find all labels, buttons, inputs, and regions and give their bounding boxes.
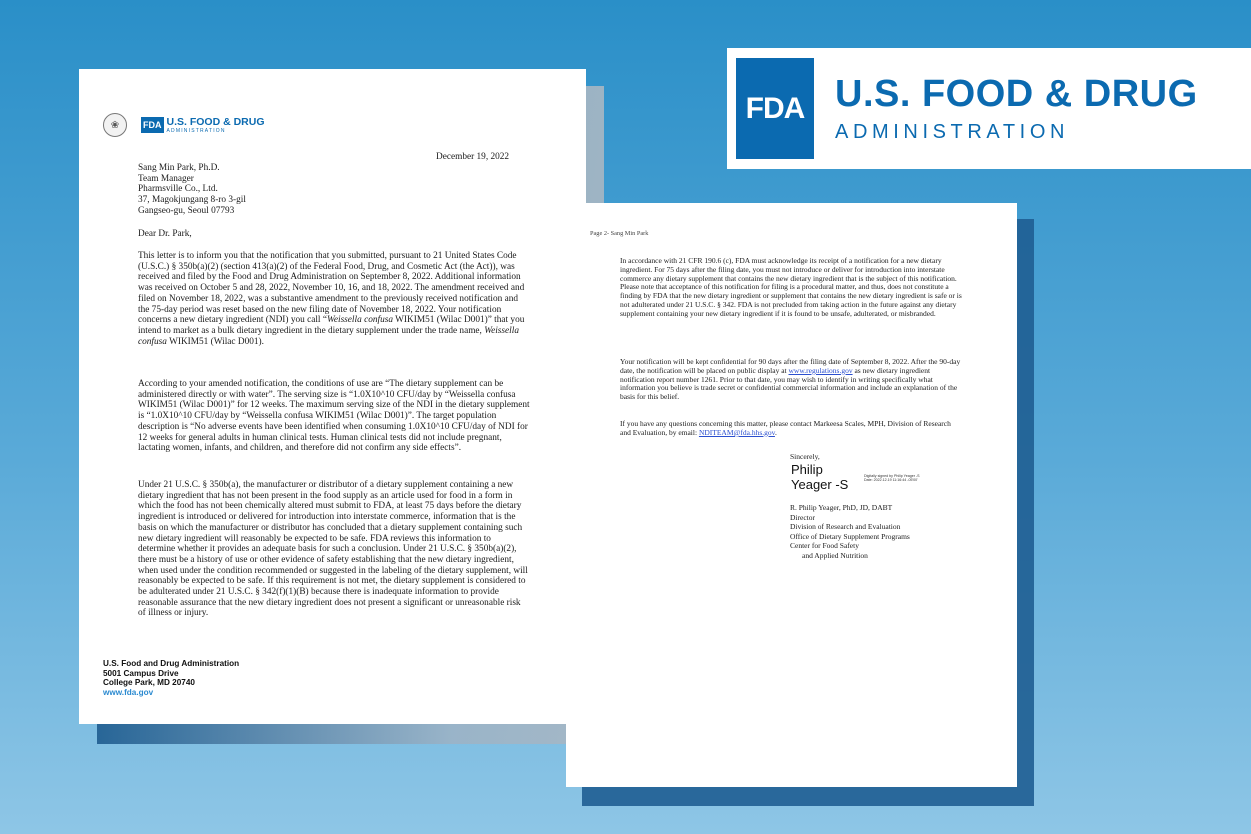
paragraph-text: WIKIM51 (Wilac D001). (166, 336, 264, 347)
running-head: Page 2- Sang Min Park (590, 230, 649, 237)
paragraph-1 (138, 251, 530, 347)
signer-center-cont: and Applied Nutrition (802, 550, 868, 560)
fda-letterhead-logo (141, 117, 265, 134)
footer-street: 5001 Campus Drive (103, 668, 179, 678)
species-name: Weissella confusa (138, 325, 519, 347)
email-link[interactable]: NDITEAM@fda.hhs.gov (698, 427, 775, 437)
footer-org: U.S. Food and Drug Administration (103, 659, 240, 668)
paragraph-text: Your notification will be kept confidential for 90 days after the filing date of September 8, 2022. After the 90-day date, the notification will be placed on public display at (620, 357, 961, 375)
footer-city: College Park, MD 20740 (103, 678, 195, 688)
page2-paragraph-2 (620, 358, 963, 402)
regulations-link[interactable]: www.regulations.gov (788, 365, 853, 375)
paragraph-text: as new dietary ingredient notification report number 1261. Prior to that date, you may wish to identify in writing specifically what information you believe is trade secret or confidential commercial information and include an explanation of the basis for this belief. (620, 365, 958, 402)
address-line: Pharmsville Co., Ltd. (138, 184, 218, 195)
brand-subtitle: ADMINISTRATION (835, 120, 1070, 143)
page2-paragraph-3 (620, 420, 963, 438)
recipient-address (138, 163, 246, 217)
brand-title: U.S. FOOD & DRUG (835, 72, 1198, 115)
signer-center: Center for Food Safety (790, 541, 859, 551)
address-line: Team Manager (138, 173, 194, 184)
signature-first: Philip (791, 462, 823, 477)
paragraph-text: WIKIM51 (Wilac D001)” that you intend to market as a bulk dietary ingredient in the dietary supplement under the trade name, (138, 315, 525, 336)
fda-logo-banner (727, 48, 1251, 169)
digital-signature-details (864, 474, 920, 482)
hhs-seal-icon: ❀ (103, 113, 127, 137)
species-name: Weissella confusa (326, 315, 393, 326)
letter-footer (103, 659, 239, 697)
footer-website-link[interactable]: www.fda.gov (103, 687, 154, 697)
paragraph-text: This letter is to inform you that the notification that you submitted, pursuant to 21 United States Code (U.S.C.) § 350b(a)(2) (section 413(a)(2) of the Federal Food, Drug, and Cosmetic Act (the Act)), was received and filed by the Food and Drug Administration on September 8, 2022. Additional information was received on October 5 and 28, 2022, November 10, 16, and 18, 2022. The amendment received and filed on November 18, 2022, was a substantive amendment to the previously received notification and the 75-day period was reset based on the new filing date of November 18, 2022. Your notification concerns a new dietary ingredient (NDI) you call “ (138, 251, 525, 326)
digital-signature-date: Date: 2022.12.19 11:16:44 -05'00' (864, 478, 918, 483)
address-line: Sang Min Park, Ph.D. (138, 163, 220, 173)
letter-date: December 19, 2022 (436, 152, 510, 162)
salutation: Dear Dr. Park, (138, 229, 192, 239)
fda-mark-small: FDA (141, 117, 164, 133)
address-line: 37, Magokjungang 8-ro 3-gil (138, 195, 246, 206)
signer-division: Division of Research and Evaluation (790, 522, 901, 532)
page2-paragraph-1: In accordance with 21 CFR 190.6 (c), FDA must acknowledge its receipt of a notification for a new dietary ingredient. For 75 days after the filing date, you must not introduce or deliver for introduction into interstate commerce any dietary supplement that contains the new dietary ingredient that is the subject of this notification. Please note that acceptance of this notification for filing is a procedural matter, and thus, does not constitute a finding by FDA that the new dietary ingredient or supplement that contains the new dietary ingredient is safe or is not adulterated under 21 U.S.C. § 342. FDA is not precluded from taking action in the future against any dietary supplement containing your new dietary ingredient if it is found to be unsafe, adulterated, or misbranded. (620, 256, 962, 318)
letterhead-title: U.S. FOOD & DRUG (166, 115, 265, 128)
paragraph-text: If you have any questions concerning this matter, please contact Markeesa Scales, MPH, Division of Research and Evaluation, by email: (620, 419, 951, 437)
digital-signature-name (791, 462, 848, 492)
digital-signature-by: Digitally signed by Philip Yeager -S (864, 474, 920, 478)
closing: Sincerely, (790, 452, 820, 461)
paragraph-3: Under 21 U.S.C. § 350b(a), the manufacturer or distributor of a dietary supplement containing a new dietary ingredient that has not been present in the food supply as an article used for food in a form in which the food has not been chemically altered must submit to FDA, at least 75 days before the dietary ingredient is introduced or delivered for introduction into interstate commerce, information that is the basis on which the manufacturer or distributor has concluded that a dietary supplement containing such new dietary ingredient will reasonably be expected to be safe. FDA reviews this information to determine whether it provides an adequate basis for such a conclusion. Under 21 U.S.C. § 350b(a)(2), there must be a history of use or other evidence of safety establishing that the new dietary ingredient, when used under the condition recommended or suggested in the labeling of the dietary supplement, will reasonably be expected to be safe. If this requirement is not met, the dietary supplement is considered to be adulterated under 21 U.S.C. § 342(f)(1)(B) because there is inadequate information to provide reasonable assurance that the new dietary ingredient does not present a significant or unreasonable risk of illness or injury. (138, 480, 528, 619)
letter-page-2 (566, 203, 1017, 787)
signature-block (790, 503, 910, 561)
signer-title: Director (790, 512, 815, 522)
signer-name: R. Philip Yeager, PhD, JD, DABT (790, 503, 893, 512)
address-line: Gangseo-gu, Seoul 07793 (138, 205, 235, 216)
paragraph-2: According to your amended notification, the conditions of use are “The dietary supplement can be administered directly or with water”. The serving size is “1.0X10^10 CFU/day by “Weissella confusa WIKIM51 (Wilac D001)” for 12 weeks. The maximum serving size of the NDI in the dietary supplement is “1.0X10^10 CFU/day by “Weissella confusa WIKIM51 (Wilac D001)”. The target population description is “No adverse events have been identified when consuming 1.0X10^10 CFU/day of NDI for 12 weeks for general adults in human clinical tests. Human clinical tests did not include pregnant, lactating women, infants, and children, and therefore did not confirm any side effects”. (138, 379, 530, 454)
paragraph-text: . (774, 427, 777, 437)
fda-mark-large: FDA (736, 58, 814, 159)
letterhead-subtitle: ADMINISTRATION (166, 127, 226, 134)
signature-last: Yeager -S (791, 477, 849, 492)
letter-page-1 (79, 69, 586, 724)
letterhead (103, 113, 265, 137)
signer-office: Office of Dietary Supplement Programs (790, 531, 910, 541)
